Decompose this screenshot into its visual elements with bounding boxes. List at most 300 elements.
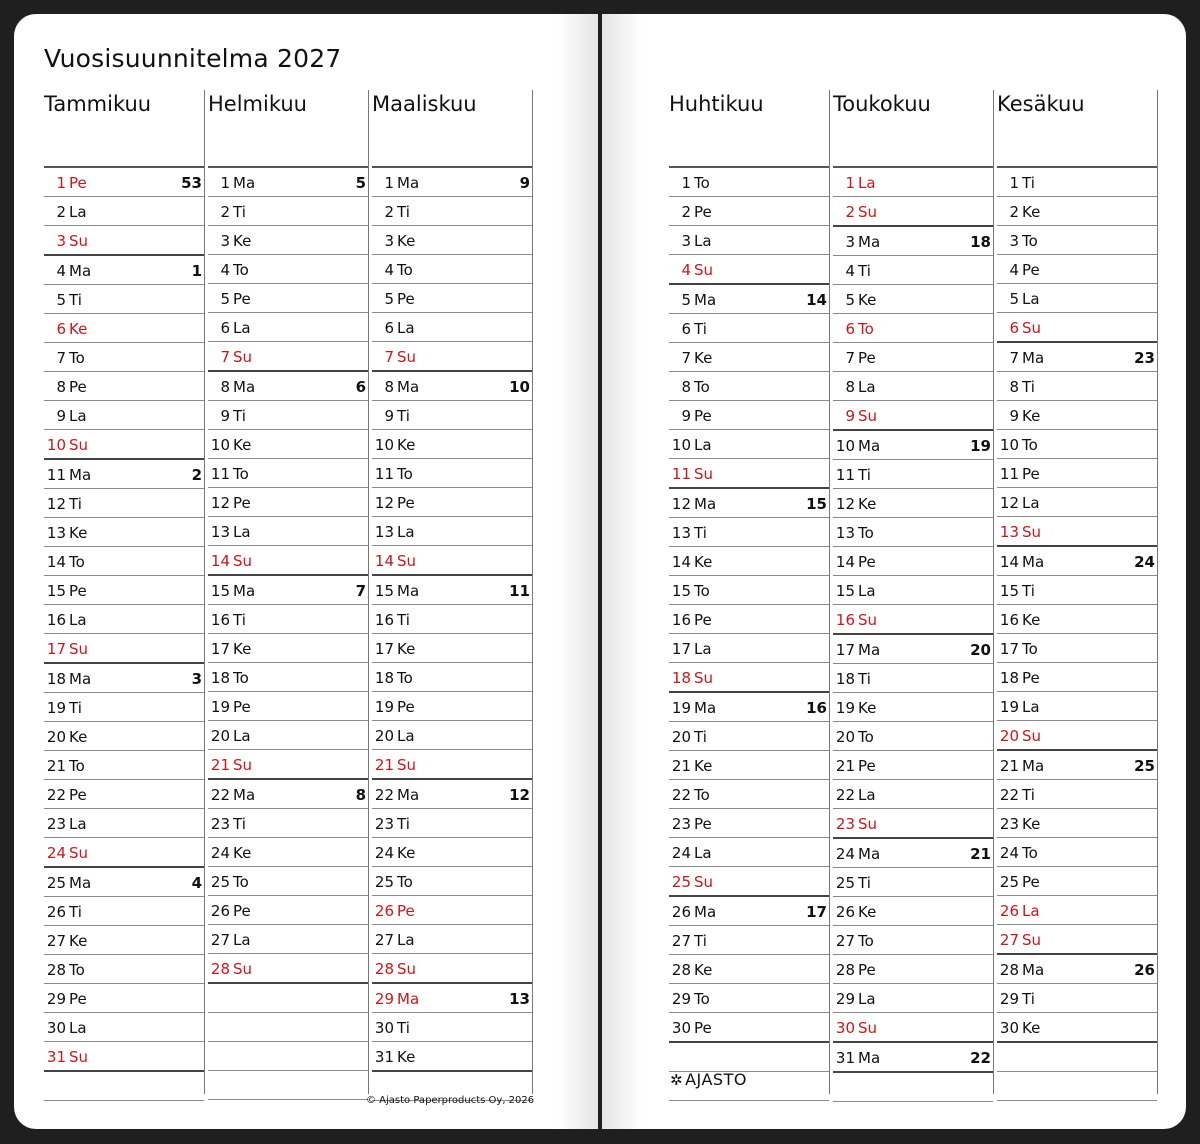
day-row [44, 1042, 204, 1071]
day-number: 18 [46, 670, 66, 688]
day-row [669, 751, 829, 780]
day-row [372, 954, 532, 983]
weekday: Pe [694, 611, 712, 629]
day-row [833, 225, 993, 256]
day-row [372, 168, 532, 197]
day-number: 4 [56, 262, 66, 280]
day-row [44, 197, 204, 226]
day-row [208, 954, 368, 983]
weekday: La [858, 174, 876, 192]
weekday: Su [694, 669, 714, 687]
day-row [997, 925, 1157, 954]
day-row [44, 866, 204, 897]
day-row [208, 778, 368, 809]
weekday: La [1022, 698, 1040, 716]
day-number: 8 [220, 378, 230, 396]
day-number: 3 [56, 232, 66, 250]
weekday: Su [397, 552, 417, 570]
weekday: Ti [1022, 990, 1035, 1008]
day-number: 19 [671, 699, 691, 717]
weekday: Su [858, 611, 878, 629]
weekday: Ti [1022, 582, 1035, 600]
day-row [997, 517, 1157, 546]
day-number: 1 [845, 174, 855, 192]
day-row [833, 518, 993, 547]
day-number: 1 [56, 174, 66, 192]
day-number: 10 [46, 436, 66, 454]
day-number: 19 [374, 698, 394, 716]
weekday: To [1022, 640, 1038, 658]
day-row [372, 982, 532, 1013]
weekday: Ti [694, 524, 707, 542]
day-row [997, 313, 1157, 342]
day-row [669, 1013, 829, 1042]
day-number: 2 [681, 203, 691, 221]
day-number: 16 [46, 611, 66, 629]
day-number: 27 [374, 931, 394, 949]
day-row [833, 751, 993, 780]
day-number: 6 [220, 319, 230, 337]
weekday: To [233, 669, 249, 687]
weekday: Ma [858, 641, 881, 659]
week-number: 8 [355, 786, 366, 804]
brand-logo [670, 1070, 747, 1089]
empty-row [208, 1071, 368, 1100]
weekday: Pe [397, 494, 415, 512]
empty-row [208, 1042, 368, 1071]
day-row [208, 838, 368, 867]
weekday: Ke [233, 844, 252, 862]
day-row [669, 430, 829, 459]
day-row [372, 284, 532, 313]
week-number: 7 [355, 582, 366, 600]
weekday: Su [69, 1048, 89, 1066]
weekday: Ma [233, 174, 256, 192]
day-number: 7 [681, 349, 691, 367]
day-number: 7 [1009, 349, 1019, 367]
day-number: 12 [999, 494, 1019, 512]
day-row [997, 1013, 1157, 1042]
weekday: Ti [69, 291, 82, 309]
week-number: 18 [970, 233, 991, 251]
day-number: 23 [46, 815, 66, 833]
weekday: Su [1022, 727, 1042, 745]
day-number: 9 [384, 407, 394, 425]
weekday: La [397, 727, 415, 745]
weekday: To [1022, 232, 1038, 250]
day-row [208, 430, 368, 459]
weekday: Pe [233, 698, 251, 716]
day-number: 5 [1009, 290, 1019, 308]
day-number: 21 [374, 756, 394, 774]
week-number: 4 [191, 874, 202, 892]
day-number: 2 [56, 203, 66, 221]
weekday: Ti [694, 932, 707, 950]
week-number: 10 [509, 378, 530, 396]
day-number: 26 [210, 902, 230, 920]
weekday: La [233, 319, 251, 337]
weekday: Ke [69, 320, 88, 338]
day-row [208, 634, 368, 663]
day-number: 14 [46, 553, 66, 571]
weekday: Su [858, 203, 878, 221]
day-row [372, 1013, 532, 1042]
day-number: 22 [210, 786, 230, 804]
month-name: Kesäkuu [997, 92, 1085, 116]
day-row [44, 984, 204, 1013]
day-row [669, 867, 829, 896]
weekday: La [69, 203, 87, 221]
day-row [44, 722, 204, 751]
week-number: 1 [191, 262, 202, 280]
day-row [208, 867, 368, 896]
day-number: 22 [999, 786, 1019, 804]
weekday: Ti [69, 495, 82, 513]
day-number: 5 [845, 291, 855, 309]
day-number: 26 [374, 902, 394, 920]
day-number: 13 [999, 523, 1019, 541]
day-number: 19 [210, 698, 230, 716]
day-row [44, 547, 204, 576]
day-row [372, 1042, 532, 1071]
day-number: 29 [835, 990, 855, 1008]
day-row [372, 838, 532, 867]
weekday: Ma [397, 174, 420, 192]
week-number: 15 [806, 495, 827, 513]
day-row [372, 459, 532, 488]
weekday: Ke [694, 349, 713, 367]
week-number: 14 [806, 291, 827, 309]
day-number: 28 [671, 961, 691, 979]
weekday: Pe [1022, 465, 1040, 483]
day-number: 28 [374, 960, 394, 978]
day-number: 7 [845, 349, 855, 367]
weekday: Su [694, 261, 714, 279]
day-row [833, 460, 993, 489]
day-row [372, 721, 532, 750]
day-number: 8 [384, 378, 394, 396]
week-number: 22 [970, 1049, 991, 1067]
weekday: Ma [69, 262, 92, 280]
weekday: Su [858, 407, 878, 425]
day-number: 24 [999, 844, 1019, 862]
weekday: Su [233, 552, 253, 570]
weekday: Su [1022, 931, 1042, 949]
weekday: Ti [233, 611, 246, 629]
day-number: 14 [835, 553, 855, 571]
day-row [833, 633, 993, 664]
weekday: Ke [858, 903, 877, 921]
weekday: Ma [69, 670, 92, 688]
weekday: Pe [858, 553, 876, 571]
weekday: Pe [858, 349, 876, 367]
weekday: Pe [69, 174, 87, 192]
weekday: Ti [69, 699, 82, 717]
day-row [372, 778, 532, 809]
day-number: 18 [835, 670, 855, 688]
weekday: Ke [1022, 203, 1041, 221]
day-number: 17 [835, 641, 855, 659]
weekday: Ke [397, 1048, 416, 1066]
day-number: 10 [210, 436, 230, 454]
week-number: 53 [181, 174, 202, 192]
day-number: 27 [835, 932, 855, 950]
day-row [669, 634, 829, 663]
day-number: 24 [210, 844, 230, 862]
empty-row [997, 1041, 1157, 1072]
day-row [44, 751, 204, 780]
month-column-toukokuu [833, 90, 994, 1094]
day-number: 14 [374, 552, 394, 570]
day-number: 6 [681, 320, 691, 338]
day-row [669, 197, 829, 226]
day-row [997, 576, 1157, 605]
weekday: Ti [233, 203, 246, 221]
day-row [208, 574, 368, 605]
day-row [208, 546, 368, 575]
day-number: 28 [999, 961, 1019, 979]
weekday: La [858, 582, 876, 600]
day-number: 14 [210, 552, 230, 570]
day-row [44, 926, 204, 955]
spine-shadow-left [558, 14, 598, 1129]
day-row [372, 896, 532, 925]
day-row [997, 749, 1157, 780]
weekday: La [233, 523, 251, 541]
day-number: 9 [56, 407, 66, 425]
day-row [208, 342, 368, 371]
weekday: Ti [397, 815, 410, 833]
day-number: 20 [374, 727, 394, 745]
day-number: 15 [835, 582, 855, 600]
day-number: 1 [1009, 174, 1019, 192]
day-row [997, 984, 1157, 1013]
day-row [997, 896, 1157, 925]
weekday: To [233, 261, 249, 279]
weekday: La [69, 1019, 87, 1037]
weekday: Ti [233, 407, 246, 425]
day-number: 29 [671, 990, 691, 1008]
day-number: 21 [46, 757, 66, 775]
weekday: Ke [69, 524, 88, 542]
weekday: To [694, 174, 710, 192]
weekday: Ti [694, 320, 707, 338]
weekday: Ti [1022, 378, 1035, 396]
day-row [669, 487, 829, 518]
day-row [208, 605, 368, 634]
day-row [208, 370, 368, 401]
weekday: Pe [1022, 873, 1040, 891]
week-number: 21 [970, 845, 991, 863]
copyright-text: © Ajasto Paperproducts Oy, 2026 [366, 1095, 535, 1106]
weekday: Pe [1022, 669, 1040, 687]
day-row [669, 838, 829, 867]
page-title: Vuosisuunnitelma 2027 [44, 44, 342, 73]
day-row [44, 372, 204, 401]
week-number: 9 [519, 174, 530, 192]
day-row [833, 722, 993, 751]
day-number: 16 [210, 611, 230, 629]
day-number: 11 [671, 465, 691, 483]
day-row [669, 984, 829, 1013]
day-number: 20 [999, 727, 1019, 745]
day-number: 6 [384, 319, 394, 337]
day-row [372, 401, 532, 430]
day-number: 13 [46, 524, 66, 542]
day-number: 16 [835, 611, 855, 629]
weekday: Ke [858, 291, 877, 309]
weekday: La [858, 786, 876, 804]
weekday: Su [69, 640, 89, 658]
day-number: 25 [671, 873, 691, 891]
day-number: 26 [671, 903, 691, 921]
weekday: To [69, 757, 85, 775]
weekday: Ma [1022, 553, 1045, 571]
day-row [833, 897, 993, 926]
day-number: 27 [671, 932, 691, 950]
day-row [997, 721, 1157, 750]
day-number: 5 [384, 290, 394, 308]
day-number: 27 [999, 931, 1019, 949]
day-number: 18 [671, 669, 691, 687]
day-number: 31 [374, 1048, 394, 1066]
day-row [997, 780, 1157, 809]
day-list [44, 168, 204, 1101]
month-name: Toukokuu [833, 92, 931, 116]
day-number: 24 [46, 844, 66, 862]
weekday: Pe [694, 1019, 712, 1037]
day-number: 3 [681, 232, 691, 250]
weekday: Pe [69, 990, 87, 1008]
day-row [372, 867, 532, 896]
day-row [833, 372, 993, 401]
day-row [372, 488, 532, 517]
day-number: 11 [835, 466, 855, 484]
day-number: 12 [210, 494, 230, 512]
day-number: 30 [999, 1019, 1019, 1037]
day-number: 20 [835, 728, 855, 746]
day-row [833, 197, 993, 226]
day-row [997, 401, 1157, 430]
day-number: 26 [999, 902, 1019, 920]
day-number: 6 [56, 320, 66, 338]
weekday: To [397, 465, 413, 483]
weekday: To [233, 873, 249, 891]
day-number: 10 [999, 436, 1019, 454]
day-number: 27 [46, 932, 66, 950]
day-number: 19 [46, 699, 66, 717]
day-number: 15 [374, 582, 394, 600]
weekday: La [1022, 902, 1040, 920]
day-row [833, 256, 993, 285]
weekday: Ke [397, 844, 416, 862]
week-number: 12 [509, 786, 530, 804]
day-row [44, 489, 204, 518]
day-row [833, 955, 993, 984]
day-number: 25 [210, 873, 230, 891]
week-number: 13 [509, 990, 530, 1008]
day-number: 8 [56, 378, 66, 396]
weekday: Pe [69, 582, 87, 600]
day-number: 2 [1009, 203, 1019, 221]
day-row [669, 955, 829, 984]
weekday: Ti [1022, 174, 1035, 192]
weekday: Ti [858, 874, 871, 892]
day-number: 11 [999, 465, 1019, 483]
day-row [372, 809, 532, 838]
day-number: 23 [999, 815, 1019, 833]
day-row [208, 488, 368, 517]
day-row [833, 664, 993, 693]
day-row [44, 897, 204, 926]
day-row [997, 372, 1157, 401]
day-row [669, 576, 829, 605]
weekday: Su [233, 960, 253, 978]
day-number: 18 [374, 669, 394, 687]
weekday: Ti [397, 407, 410, 425]
day-row [833, 984, 993, 1013]
weekday: Ma [397, 990, 420, 1008]
day-number: 4 [681, 261, 691, 279]
day-number: 11 [46, 466, 66, 484]
weekday: Ma [1022, 961, 1045, 979]
day-number: 30 [46, 1019, 66, 1037]
weekday: Su [858, 1019, 878, 1037]
day-row [997, 488, 1157, 517]
week-number: 26 [1134, 961, 1155, 979]
day-row [669, 314, 829, 343]
day-row [669, 372, 829, 401]
day-row [997, 168, 1157, 197]
weekday: Su [694, 465, 714, 483]
day-list [208, 168, 368, 1100]
day-number: 12 [46, 495, 66, 513]
day-number: 23 [374, 815, 394, 833]
day-row [669, 926, 829, 955]
weekday: Su [397, 348, 417, 366]
weekday: La [233, 931, 251, 949]
weekday: Ti [694, 728, 707, 746]
week-number: 2 [191, 466, 202, 484]
week-number: 17 [806, 903, 827, 921]
day-row [208, 197, 368, 226]
day-row [208, 692, 368, 721]
day-number: 13 [671, 524, 691, 542]
weekday: Ti [1022, 786, 1035, 804]
day-row [997, 284, 1157, 313]
weekday: Ti [397, 203, 410, 221]
day-number: 2 [220, 203, 230, 221]
weekday: Ma [858, 437, 881, 455]
day-row [44, 838, 204, 867]
day-number: 17 [46, 640, 66, 658]
day-row [372, 430, 532, 459]
day-row [208, 255, 368, 284]
weekday: Ma [858, 233, 881, 251]
weekday: To [397, 669, 413, 687]
day-number: 7 [56, 349, 66, 367]
day-row [997, 341, 1157, 372]
week-number: 6 [355, 378, 366, 396]
day-number: 15 [999, 582, 1019, 600]
day-row [669, 226, 829, 255]
weekday: Su [69, 232, 89, 250]
day-row [44, 955, 204, 984]
day-number: 13 [374, 523, 394, 541]
day-number: 4 [384, 261, 394, 279]
weekday: To [694, 378, 710, 396]
day-row [44, 809, 204, 838]
